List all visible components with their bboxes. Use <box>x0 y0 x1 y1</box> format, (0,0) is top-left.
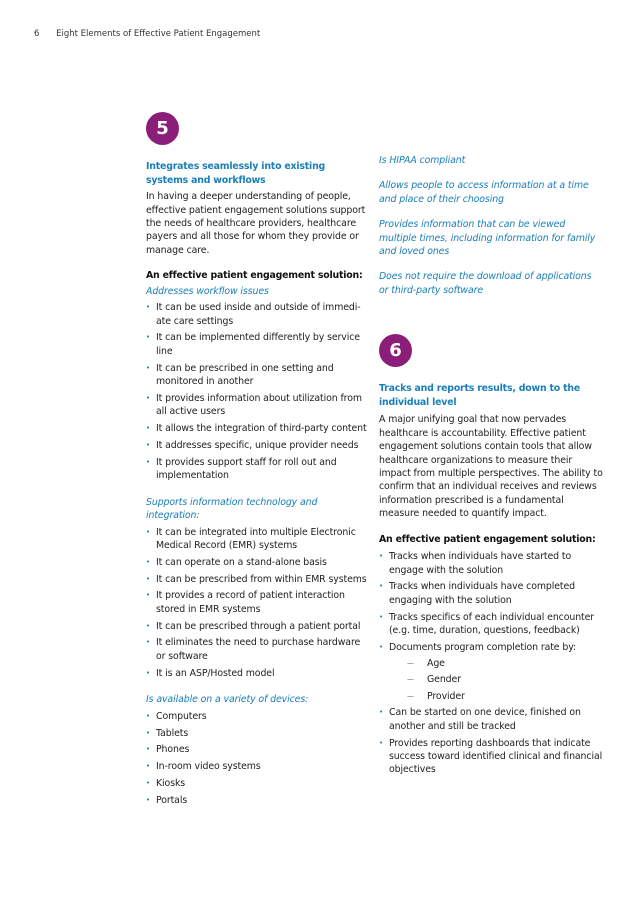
list-item: • Tracks when individuals have completed engaging with the solution <box>379 580 603 607</box>
list-item: • In-room video systems <box>146 760 368 773</box>
tracking-list <box>379 550 603 777</box>
list-item: • It can be prescribed through a patient portal <box>146 620 368 633</box>
list-item: • Can be started on one device, finished on another and still be tracked <box>379 706 603 733</box>
document-title: Eight Elements of Effective Patient Engagement <box>56 29 261 39</box>
list-item: • It can be prescribed from within EMR systems <box>146 573 368 586</box>
sub-list-item: — Gender <box>389 673 603 686</box>
completion-breakdown-list <box>389 657 603 703</box>
list-item: • It eliminates the need to purchase hardware or software <box>146 636 368 663</box>
page-number: 6 <box>34 29 40 39</box>
list-item: • Tablets <box>146 727 368 740</box>
list-item: • Phones <box>146 743 368 756</box>
section-number-badge: 5 <box>146 112 179 145</box>
list-item: • It provides support staff for roll out and implementation <box>146 456 368 483</box>
list-item: • Provides reporting dashboards that indicate success toward identified clinical and financial objectives <box>379 737 603 777</box>
section-intro: A major unifying goal that now pervades healthcare is accountability. Effective patient engagement solutions contain tools that allow healthcare organizations to measure their impact from multiple perspectives. The ability to confirm that an individual receives and reviews information prescribed is a fundamental measure needed to quantify impact. <box>379 414 603 520</box>
list-item-label: Documents program completion rate by: <box>389 641 577 653</box>
list-item: • It provides a record of patient interaction stored in EMR systems <box>146 589 368 616</box>
section-number-badge: 6 <box>379 334 412 367</box>
list-item <box>379 641 603 703</box>
list-item: • It addresses specific, unique provider needs <box>146 439 368 452</box>
sub-list-item: — Age <box>389 657 603 670</box>
list-item: • It can be implemented differently by service line <box>146 331 368 358</box>
section-6-column <box>379 154 603 780</box>
sub-list-item: — Provider <box>389 690 603 703</box>
section-heading: Integrates seamlessly into existing systems and workflows <box>146 161 326 186</box>
page-header <box>34 29 260 39</box>
feature-repeat-view: Provides information that can be viewed multiple times, including information for family and loved ones <box>379 219 596 258</box>
list-item: • Tracks specifics of each individual encounter (e.g. time, duration, questions, feedback) <box>379 611 603 638</box>
list-item: • It can operate on a stand-alone basis <box>146 556 368 569</box>
workflow-list <box>146 301 368 482</box>
list-item: • Computers <box>146 710 368 723</box>
devices-subheading: Is available on a variety of devices: <box>146 694 309 706</box>
solution-heading: An effective patient engagement solution: <box>146 270 363 282</box>
feature-access: Allows people to access information at a time and place of their choosing <box>379 180 589 205</box>
list-item: • It is an ASP/Hosted model <box>146 667 368 680</box>
solution-heading: An effective patient engagement solution: <box>379 533 596 545</box>
list-item: • Tracks when individuals have started to engage with the solution <box>379 550 603 577</box>
section-5-column <box>146 112 368 811</box>
list-item: • Portals <box>146 794 368 807</box>
section-heading: Tracks and reports results, down to the individual level <box>379 383 580 408</box>
it-integration-subheading: Supports information technology and integration: <box>146 496 318 522</box>
list-item: • It can be integrated into multiple Electronic Medical Record (EMR) systems <box>146 526 368 553</box>
workflow-subheading: Addresses workflow issues <box>146 285 269 297</box>
feature-hipaa: Is HIPAA compliant <box>379 155 466 166</box>
feature-no-download: Does not require the download of applications or third-party software <box>379 271 592 296</box>
list-item: • It can be prescribed in one setting and monitored in another <box>146 362 368 389</box>
list-item: • It allows the integration of third-party content <box>146 422 368 435</box>
list-item: • It can be used inside and outside of immedi-ate care settings <box>146 301 368 328</box>
it-integration-list <box>146 526 368 680</box>
section-intro: In having a deeper understanding of people, effective patient engagement solutions support the needs of healthcare providers, healthcare payers and all those for whom they provide or manage care. <box>146 191 366 256</box>
list-item: • Kiosks <box>146 777 368 790</box>
devices-list <box>146 710 368 807</box>
list-item: • It provides information about utilization from all active users <box>146 392 368 419</box>
